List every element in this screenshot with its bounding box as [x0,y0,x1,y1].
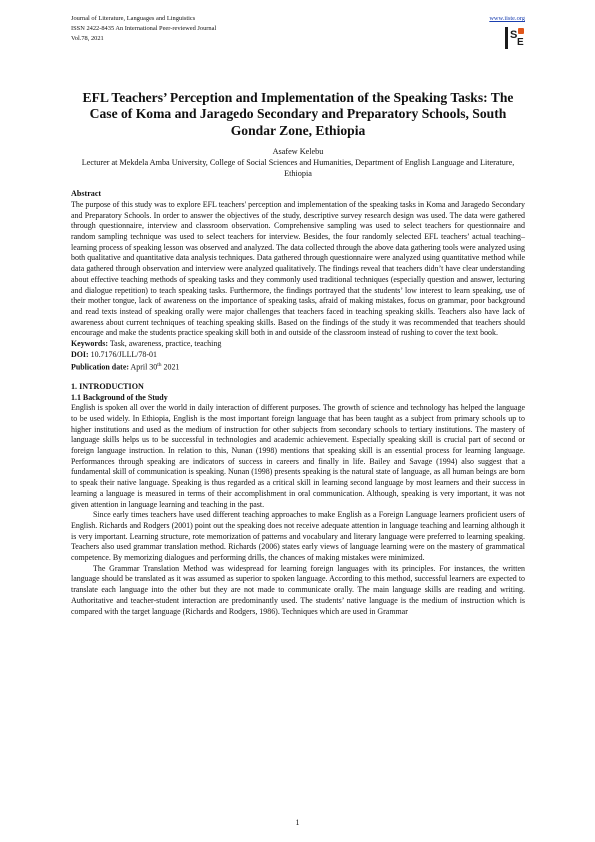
keywords-value: Task, awareness, practice, teaching [109,339,222,349]
page-number: 1 [295,818,300,827]
subsection-heading: 1.1 Background of the Study [71,392,168,402]
iiste-logo: S E [505,27,525,49]
header-right [489,14,525,54]
body-paragraph-2: Since early times teachers have used different teaching approaches to make English as a Foreign Language learners proficient users of English. Richards and Rodgers (2001) point out the speaking does not receive adequate attention in language teaching and learning although it is very important. Learning structure, rote memorization of patterns and vocabulary and literary language were preferred to learning speaking. Teachers also used grammar translation method. Richards (2006) states early views of language learning were on the mastery of grammatical competence. By memorizing dialogues and performing drills, the chances of making mistakes were minimized. [71,510,525,563]
publication-date-day: April 30 [130,363,158,373]
doi-value: 10.7176/JLLL/78-01 [90,349,157,359]
keywords-label: Keywords: [71,339,109,349]
journal-name: Journal of Literature, Languages and Linguistics [71,15,196,22]
journal-url-link[interactable]: www.iiste.org [489,15,525,22]
publication-date-line [71,360,525,373]
publication-date-label: Publication date: [71,363,129,373]
paper-body [71,90,525,617]
abstract-text: The purpose of this study was to explore EFL teachers' perception and implementation of the speaking tasks in Koma and Jaragedo Secondary and Preparatory Schools. In order to answer the objectives of the study, descriptive survey research design was used. The data were gathered through questionnaire, interview and classroom observation. Comprehensive sampling was used to select teachers for questionnaire and random sampling technique was used to select teachers for interview. Besides, the four randomly selected EFL teachers’ actual teaching–learning process of speaking lesson was observed and analyzed. The data collected through the above data gathering tools were analyzed using both qualitative and quantitative data analysis techniques. Data gathered through questionnaire were analyzed using quantitative method while data gathered through observation and interview were analyzed qualitatively. The findings reveal that teachers didn’t have clear understanding about effective teaching methods of speaking tasks and they commonly used traditional techniques (especially question and answer, lecturing and dialogue repetition) to teach speaking tasks. Furthermore, the findings portrayed that the students’ low interest to learn speaking, use of their mother tongue, lack of awareness on the importance of speaking tasks, afraid of making mistakes, focus on grammar, poor background and read texts instead of speaking orally were major challenges that teachers faced in teaching speaking skills. Teachers also have lack of awareness about current techniques of teaching speaking skills. Based on the findings of the study it was recommended that teachers should encourage and make the students practice speaking skill both in and outside of the classroom instead of rushing to cover the text book. [71,199,525,338]
publication-date-year: 2021 [163,363,180,373]
paper-title: EFL Teachers’ Perception and Implementation of the Speaking Tasks: The Case of Koma and Jaragedo Secondary and Preparatory Schools, South Gondar Zone, Ethiopia [82,90,514,138]
publication-date-suffix: th [157,362,162,369]
author-name: Asafew Kelebu [272,147,324,157]
section-heading: 1. INTRODUCTION [71,381,144,391]
body-paragraph-3: The Grammar Translation Method was widespread for learning foreign languages with its principles. For instances, the written language should be translated as it was assumed as superior to spoken language. According to this method, successful learners are expected to translate each language into the other but they are not made to communicate orally. The main language skills are reading and writing. Authoritative and teacher-student interaction are predominantly used. The students’ native language is the medium of instruction which is compared with the target language (Richards and Rodgers, 1986). Techniques which are used in Grammar [71,563,525,616]
author-affiliation: Lecturer at Mekdela Amba University, College of Social Sciences and Humanities, Department of English Language and Literature, Ethiopia [81,158,515,179]
volume-line: Vol.78, 2021 [71,35,104,42]
issn-line: ISSN 2422-8435 An International Peer-reviewed Journal [71,25,217,32]
doi-line [71,350,525,361]
journal-header [71,14,216,44]
keywords-line [71,339,525,350]
abstract-heading: Abstract [71,189,102,199]
doi-label: DOI: [71,349,89,359]
body-paragraph-1: English is spoken all over the world in daily interaction of different purposes. The growth of science and technology has helped the language to be used widely. In Ethiopia, English is the most important foreign language that has been taught as a subject from primary schools up to higher institutions and used as the medium of instruction for other subjects from secondary schools to tertiary institutions. The mastery of language skills helps us to be successful in technologies and academic achievement. Especially speaking skill is crucial part of second or foreign language instruction. In relation to this, Nunan (1998) mentions that speaking skill is an essential process for learning language. Performances through speaking are indicators of success in careers and finally in life. Bailey and Savage (1994) also suggest that a fundamental skill of communication is speaking. Nunan (1998) presents speaking is the natural state of language, as all human beings are born to speak their native language. Speaking is thus regarded as a critical skill in learning second language by most learners and their success in learning a language is measured in terms of their accomplishment in oral communication. Although, speaking is very important, it was not given attention in language learning and teaching in the past. [71,403,525,509]
